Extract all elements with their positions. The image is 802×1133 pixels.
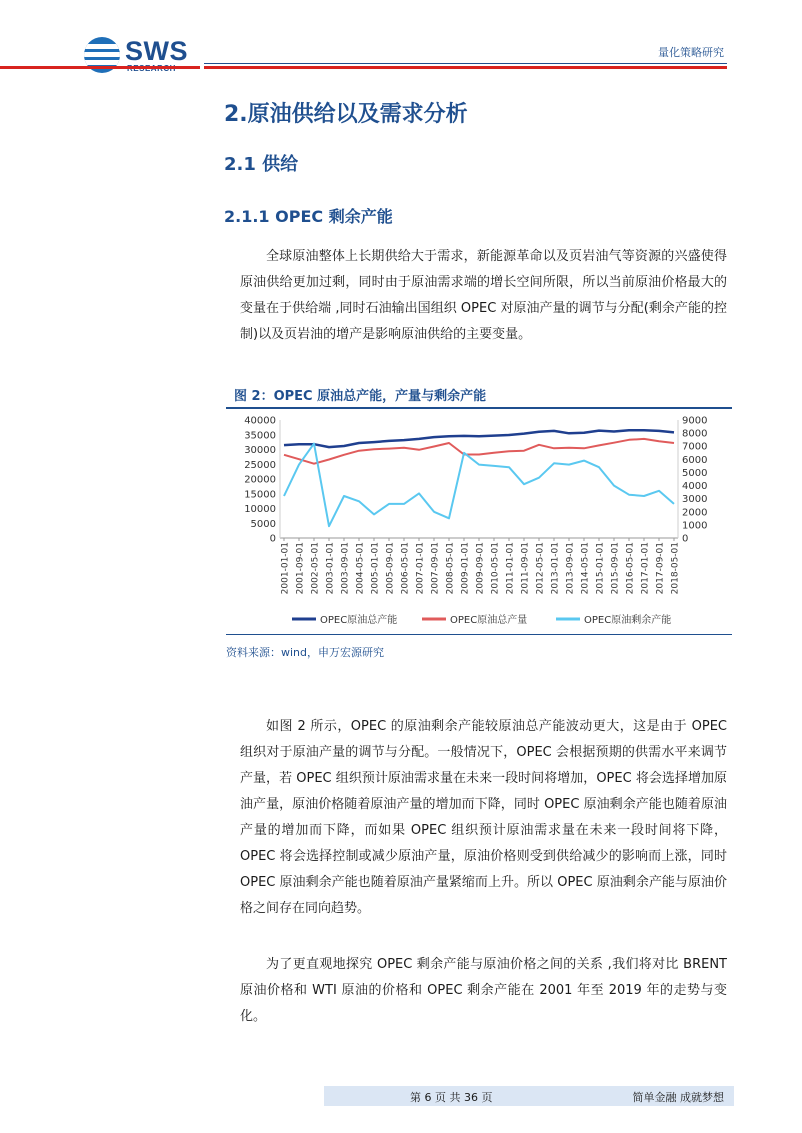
left-tick-label: 30000 xyxy=(244,445,276,456)
x-tick-label: 2010-05-01 xyxy=(490,542,501,595)
figure-bottom-rule xyxy=(226,634,732,635)
paragraph-3-text: 为了更直观地探究 OPEC 剩余产能与原油价格之间的关系 ,我们将对比 BRENT 原油价格和 WTI 原油的价格和 OPEC 剩余产能在 2001 年至 2019 年的走势与变化。 xyxy=(240,957,727,1024)
paragraph-2 xyxy=(240,714,727,922)
section-heading-3: 2.1.1 OPEC 剩余产能 xyxy=(224,207,393,226)
left-tick-label: 35000 xyxy=(244,430,276,442)
right-tick-label: 7000 xyxy=(682,441,708,453)
sws-logo xyxy=(84,37,196,75)
left-tick-label: 25000 xyxy=(244,459,276,471)
legend-label: OPEC原油总产能 xyxy=(320,615,398,626)
x-tick-label: 2001-01-01 xyxy=(280,542,291,595)
right-tick-label: 2000 xyxy=(682,507,708,519)
header-rule-left xyxy=(0,66,200,69)
x-tick-label: 2004-05-01 xyxy=(355,542,366,595)
right-tick-label: 4000 xyxy=(682,481,708,493)
x-tick-label: 2017-09-01 xyxy=(655,542,666,595)
right-tick-label: 0 xyxy=(682,533,689,545)
x-tick-label: 2011-09-01 xyxy=(520,542,531,595)
right-tick-label: 3000 xyxy=(682,494,708,506)
x-tick-label: 2013-01-01 xyxy=(550,542,561,595)
opec-chart xyxy=(226,410,732,632)
x-tick-label: 2001-09-01 xyxy=(295,542,306,595)
x-tick-label: 2005-01-01 xyxy=(370,542,381,595)
logo-text: SWS xyxy=(125,36,189,66)
x-tick-label: 2006-05-01 xyxy=(400,542,411,595)
paragraph-2-text: 如图 2 所示，OPEC 的原油剩余产能较原油总产能波动更大，这是由于 OPEC 组织对于原油产量的调节与分配。一般情况下，OPEC 会根据预期的供需水平来调节产量，若 OPEC 组织预计原油需求量在未来一段时间将增加，OPEC 将会选择增加原油产量，原油价格随着原油产量的增加而下降，同时 OPEC 原油剩余产能也随着原油产量的增加而下降，而如果 OPEC 组织预计原油需求量在未来一段时间将下降，OPEC 将会选择控制或减少原油产量，原油价格则受到供给减少的影响而上涨，同时 OPEC 原油剩余产能也随着原油产量紧缩而上升。所以 OPEC 原油剩余产能与原油价格之间存在同向趋势。 xyxy=(240,719,727,916)
x-tick-label: 2007-01-01 xyxy=(415,542,426,595)
x-tick-label: 2013-09-01 xyxy=(565,542,576,595)
left-tick-label: 0 xyxy=(269,533,276,545)
x-tick-label: 2015-01-01 xyxy=(595,542,606,595)
footer-slogan: 简单金融 成就梦想 xyxy=(632,1091,724,1104)
left-tick-label: 5000 xyxy=(250,518,276,530)
header-category: 量化策略研究 xyxy=(658,46,724,59)
x-tick-label: 2012-05-01 xyxy=(535,542,546,595)
paragraph-3 xyxy=(240,952,727,1030)
x-tick-label: 2009-01-01 xyxy=(460,542,471,595)
section-heading-2: 2.1 供给 xyxy=(224,154,299,175)
x-tick-label: 2014-05-01 xyxy=(580,542,591,595)
x-tick-label: 2015-09-01 xyxy=(610,542,621,595)
x-tick-label: 2008-05-01 xyxy=(445,542,456,595)
x-tick-label: 2005-09-01 xyxy=(385,542,396,595)
series-line-1 xyxy=(284,439,674,464)
left-tick-label: 20000 xyxy=(244,474,276,486)
paragraph-1-text: 全球原油整体上长期供给大于需求，新能源革命以及页岩油气等资源的兴盛使得原油供给更加过剩，同时由于原油需求端的增长空间所限，所以当前原油价格最大的变量在于供给端 ,同时石油输出国组织 OPEC 对原油产量的调节与分配(剩余产能的控制)以及页岩油的增产是影响原油供给的主要变量。 xyxy=(240,249,727,342)
figure-title: 图 2：OPEC 原油总产能，产量与剩余产能 xyxy=(234,389,487,404)
right-tick-label: 1000 xyxy=(682,520,708,532)
right-tick-label: 5000 xyxy=(682,467,708,479)
page-number: 第 6 页 共 36 页 xyxy=(410,1091,493,1104)
left-tick-label: 15000 xyxy=(244,489,276,501)
legend-label: OPEC原油总产量 xyxy=(450,615,528,626)
right-tick-label: 8000 xyxy=(682,428,708,440)
legend-label: OPEC原油剩余产能 xyxy=(584,615,672,626)
header-rule-right xyxy=(204,66,727,69)
section-heading-1: 2.原油供给以及需求分析 xyxy=(224,102,468,127)
paragraph-1 xyxy=(240,244,727,348)
left-tick-label: 10000 xyxy=(244,504,276,515)
left-tick-label: 40000 xyxy=(244,415,276,427)
x-tick-label: 2007-09-01 xyxy=(430,542,441,595)
figure-top-rule xyxy=(226,407,732,409)
header-rule-blue xyxy=(204,63,727,64)
x-tick-label: 2009-09-01 xyxy=(475,542,486,595)
series-line-0 xyxy=(284,430,674,447)
x-tick-label: 2003-09-01 xyxy=(340,542,351,595)
x-tick-label: 2018-05-01 xyxy=(670,542,681,595)
x-tick-label: 2016-05-01 xyxy=(625,542,636,595)
x-tick-label: 2003-01-01 xyxy=(325,542,336,595)
x-tick-label: 2002-05-01 xyxy=(310,542,321,595)
x-tick-label: 2017-01-01 xyxy=(640,542,651,595)
x-tick-label: 2011-01-01 xyxy=(505,542,516,595)
right-tick-label: 9000 xyxy=(682,415,708,427)
right-tick-label: 6000 xyxy=(682,454,708,466)
figure-source: 资料来源：wind，申万宏源研究 xyxy=(226,646,385,659)
